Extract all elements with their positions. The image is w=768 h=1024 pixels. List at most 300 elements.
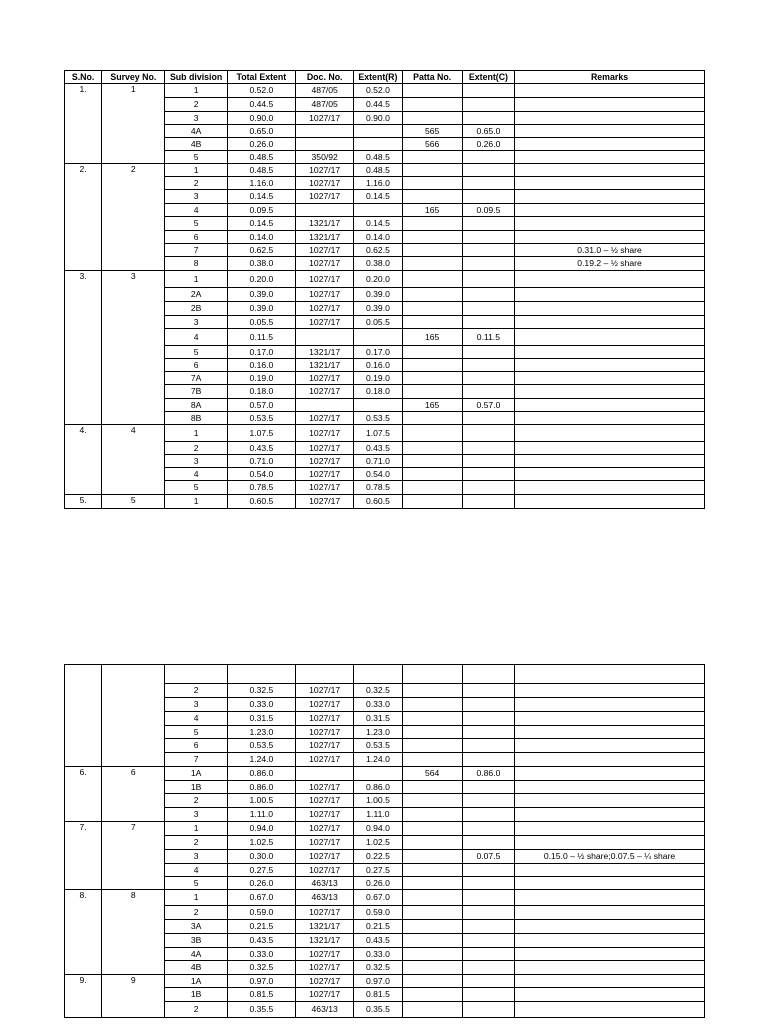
- cell-extent-c: [462, 412, 514, 425]
- cell-extent-r: 0.43.5: [354, 442, 402, 455]
- cell-sub-division: 4: [165, 204, 227, 217]
- cell-remarks: [515, 231, 705, 244]
- cell-sub-division: 2: [165, 684, 227, 698]
- cell-remarks: 0.19.2 – ½ share: [515, 257, 705, 271]
- cell-doc-no: 1027/17: [296, 481, 354, 495]
- cell-patta-no: [402, 684, 462, 698]
- cell-remarks: [515, 890, 705, 906]
- cell-extent-r: [354, 204, 402, 217]
- cell-extent-c: [462, 975, 514, 988]
- cell-total-extent: 1.16.0: [227, 177, 295, 190]
- cell-extent-c: [462, 781, 514, 794]
- cell-doc-no: 1027/17: [296, 794, 354, 808]
- cell-remarks: 0.31.0 – ½ share: [515, 244, 705, 257]
- cell-extent-r: 0.48.5: [354, 151, 402, 164]
- cell-extent-r: [354, 665, 402, 684]
- cell-extent-r: 0.81.5: [354, 988, 402, 1002]
- cell-sub-division: 1: [165, 425, 227, 442]
- cell-total-extent: 0.17.0: [227, 346, 295, 359]
- cell-total-extent: 0.43.5: [227, 442, 295, 455]
- cell-extent-c: [462, 442, 514, 455]
- cell-remarks: [515, 412, 705, 425]
- cell-remarks: [515, 739, 705, 753]
- cell-doc-no: 1027/17: [296, 864, 354, 877]
- cell-total-extent: 0.32.5: [227, 684, 295, 698]
- cell-doc-no: 1321/17: [296, 359, 354, 372]
- cell-extent-c: [462, 739, 514, 753]
- cell-sub-division: 6: [165, 739, 227, 753]
- cell-doc-no: [296, 138, 354, 151]
- cell-patta-no: [402, 442, 462, 455]
- cell-sub-division: 1B: [165, 781, 227, 794]
- cell-patta-no: [402, 808, 462, 822]
- cell-total-extent: 0.30.0: [227, 850, 295, 864]
- cell-patta-no: [402, 850, 462, 864]
- cell-doc-no: [296, 665, 354, 684]
- cell-extent-r: 1.23.0: [354, 726, 402, 739]
- cell-sub-division: 5: [165, 346, 227, 359]
- cell-patta-no: [402, 177, 462, 190]
- cell-doc-no: 463/13: [296, 877, 354, 890]
- cell-extent-r: 1.24.0: [354, 753, 402, 767]
- cell-extent-c: [462, 359, 514, 372]
- cell-patta-no: [402, 372, 462, 385]
- header-survey-no: Survey No.: [102, 71, 165, 84]
- cell-remarks: [515, 1002, 705, 1018]
- cell-extent-c: [462, 808, 514, 822]
- cell-sno: 1.: [65, 84, 102, 164]
- cell-patta-no: [402, 271, 462, 288]
- cell-total-extent: 0.60.5: [227, 495, 295, 509]
- cell-extent-c: [462, 217, 514, 231]
- cell-remarks: [515, 359, 705, 372]
- cell-remarks: [515, 864, 705, 877]
- cell-total-extent: 0.53.5: [227, 739, 295, 753]
- cell-extent-r: 0.33.0: [354, 698, 402, 712]
- cell-total-extent: 0.54.0: [227, 468, 295, 481]
- cell-extent-c: [462, 288, 514, 302]
- cell-patta-no: [402, 359, 462, 372]
- cell-doc-no: 1027/17: [296, 906, 354, 920]
- cell-remarks: [515, 455, 705, 468]
- cell-patta-no: 564: [402, 767, 462, 781]
- cell-patta-no: [402, 975, 462, 988]
- cell-extent-c: [462, 481, 514, 495]
- cell-total-extent: 0.21.5: [227, 920, 295, 934]
- cell-patta-no: [402, 934, 462, 948]
- cell-survey-no: 4: [102, 425, 165, 495]
- cell-total-extent: 1.11.0: [227, 808, 295, 822]
- table-header-row: [65, 71, 705, 84]
- cell-patta-no: [402, 864, 462, 877]
- cell-extent-c: 0.09.5: [462, 204, 514, 217]
- cell-sno: 4.: [65, 425, 102, 495]
- cell-sub-division: 3: [165, 190, 227, 204]
- cell-total-extent: 0.90.0: [227, 112, 295, 125]
- cell-sub-division: 4: [165, 712, 227, 726]
- cell-total-extent: 1.07.5: [227, 425, 295, 442]
- cell-total-extent: [227, 665, 295, 684]
- cell-sub-division: 2B: [165, 302, 227, 316]
- cell-sub-division: 3A: [165, 920, 227, 934]
- cell-remarks: [515, 822, 705, 836]
- cell-extent-c: [462, 271, 514, 288]
- cell-total-extent: 0.05.5: [227, 316, 295, 329]
- cell-sub-division: [165, 665, 227, 684]
- cell-sub-division: 5: [165, 726, 227, 739]
- cell-extent-r: 0.05.5: [354, 316, 402, 329]
- cell-doc-no: 1321/17: [296, 231, 354, 244]
- cell-remarks: 0.15.0 – ½ share;0.07.5 – ¼ share: [515, 850, 705, 864]
- cell-total-extent: 0.43.5: [227, 934, 295, 948]
- cell-sub-division: 5: [165, 481, 227, 495]
- cell-sno: [65, 665, 102, 767]
- cell-remarks: [515, 190, 705, 204]
- cell-sub-division: 2A: [165, 288, 227, 302]
- cell-remarks: [515, 975, 705, 988]
- cell-extent-r: 0.53.5: [354, 739, 402, 753]
- cell-doc-no: [296, 399, 354, 412]
- cell-patta-no: [402, 836, 462, 850]
- cell-patta-no: [402, 257, 462, 271]
- header-extent-c: Extent(C): [462, 71, 514, 84]
- cell-survey-no: 5: [102, 495, 165, 509]
- cell-remarks: [515, 934, 705, 948]
- cell-sno: 2.: [65, 164, 102, 271]
- cell-extent-r: 0.39.0: [354, 302, 402, 316]
- cell-patta-no: [402, 739, 462, 753]
- cell-sub-division: 8B: [165, 412, 227, 425]
- cell-extent-c: [462, 98, 514, 112]
- cell-extent-c: [462, 988, 514, 1002]
- cell-extent-r: 0.59.0: [354, 906, 402, 920]
- cell-patta-no: 566: [402, 138, 462, 151]
- cell-sub-division: 3: [165, 316, 227, 329]
- header-sub-division: Sub division: [165, 71, 227, 84]
- cell-total-extent: 0.26.0: [227, 138, 295, 151]
- table-row: [65, 495, 705, 509]
- cell-total-extent: 1.23.0: [227, 726, 295, 739]
- cell-total-extent: 0.48.5: [227, 164, 295, 177]
- cell-extent-r: 0.43.5: [354, 934, 402, 948]
- cell-doc-no: 1027/17: [296, 257, 354, 271]
- cell-extent-c: [462, 468, 514, 481]
- cell-doc-no: 1027/17: [296, 271, 354, 288]
- cell-patta-no: [402, 385, 462, 399]
- cell-extent-r: 1.00.5: [354, 794, 402, 808]
- cell-sno: 8.: [65, 890, 102, 975]
- cell-total-extent: 0.18.0: [227, 385, 295, 399]
- table-row: [65, 767, 705, 781]
- cell-extent-r: 0.27.5: [354, 864, 402, 877]
- cell-total-extent: 0.19.0: [227, 372, 295, 385]
- cell-remarks: [515, 346, 705, 359]
- cell-doc-no: 1321/17: [296, 217, 354, 231]
- cell-remarks: [515, 151, 705, 164]
- cell-extent-c: [462, 712, 514, 726]
- cell-sub-division: 5: [165, 217, 227, 231]
- cell-doc-no: 1027/17: [296, 988, 354, 1002]
- cell-patta-no: [402, 948, 462, 961]
- cell-sno: 7.: [65, 822, 102, 890]
- cell-sub-division: 4B: [165, 961, 227, 975]
- cell-patta-no: [402, 1002, 462, 1018]
- cell-extent-r: 0.14.5: [354, 217, 402, 231]
- cell-extent-r: 0.48.5: [354, 164, 402, 177]
- cell-extent-c: [462, 934, 514, 948]
- cell-sub-division: 1: [165, 495, 227, 509]
- cell-patta-no: [402, 781, 462, 794]
- cell-patta-no: [402, 316, 462, 329]
- cell-doc-no: 350/92: [296, 151, 354, 164]
- cell-extent-r: 0.35.5: [354, 1002, 402, 1018]
- table-row: [65, 890, 705, 906]
- cell-extent-r: 0.71.0: [354, 455, 402, 468]
- cell-extent-c: [462, 822, 514, 836]
- cell-extent-c: [462, 84, 514, 98]
- cell-remarks: [515, 164, 705, 177]
- cell-extent-r: 0.39.0: [354, 288, 402, 302]
- cell-extent-r: [354, 399, 402, 412]
- cell-sub-division: 5: [165, 877, 227, 890]
- cell-doc-no: 1027/17: [296, 808, 354, 822]
- cell-patta-no: [402, 495, 462, 509]
- cell-patta-no: 165: [402, 204, 462, 217]
- cell-sub-division: 7: [165, 244, 227, 257]
- table-row: [65, 425, 705, 442]
- cell-remarks: [515, 112, 705, 125]
- cell-extent-r: 0.90.0: [354, 112, 402, 125]
- cell-extent-c: [462, 836, 514, 850]
- cell-doc-no: 1027/17: [296, 455, 354, 468]
- cell-total-extent: 1.02.5: [227, 836, 295, 850]
- cell-doc-no: 1027/17: [296, 850, 354, 864]
- cell-doc-no: 1027/17: [296, 948, 354, 961]
- cell-total-extent: 0.65.0: [227, 125, 295, 138]
- cell-sub-division: 3: [165, 698, 227, 712]
- cell-doc-no: 1027/17: [296, 412, 354, 425]
- cell-patta-no: [402, 346, 462, 359]
- cell-doc-no: 1027/17: [296, 975, 354, 988]
- cell-sub-division: 7B: [165, 385, 227, 399]
- cell-extent-c: [462, 864, 514, 877]
- table-row: [65, 822, 705, 836]
- cell-sub-division: 2: [165, 177, 227, 190]
- cell-patta-no: 165: [402, 399, 462, 412]
- cell-doc-no: 1027/17: [296, 781, 354, 794]
- cell-extent-c: [462, 495, 514, 509]
- cell-sub-division: 4B: [165, 138, 227, 151]
- cell-remarks: [515, 808, 705, 822]
- cell-sub-division: 3B: [165, 934, 227, 948]
- cell-sub-division: 4A: [165, 948, 227, 961]
- cell-extent-r: 0.97.0: [354, 975, 402, 988]
- cell-total-extent: 0.86.0: [227, 767, 295, 781]
- cell-survey-no: 7: [102, 822, 165, 890]
- cell-sub-division: 7A: [165, 372, 227, 385]
- cell-extent-c: [462, 316, 514, 329]
- cell-sub-division: 2: [165, 98, 227, 112]
- cell-extent-c: 0.86.0: [462, 767, 514, 781]
- cell-remarks: [515, 948, 705, 961]
- cell-sno: 5.: [65, 495, 102, 509]
- cell-sub-division: 1: [165, 822, 227, 836]
- cell-remarks: [515, 217, 705, 231]
- cell-doc-no: 487/05: [296, 84, 354, 98]
- cell-extent-c: 0.07.5: [462, 850, 514, 864]
- cell-total-extent: 0.57.0: [227, 399, 295, 412]
- cell-extent-r: [354, 125, 402, 138]
- cell-sub-division: 2: [165, 836, 227, 850]
- cell-extent-r: 0.53.5: [354, 412, 402, 425]
- cell-remarks: [515, 302, 705, 316]
- cell-patta-no: [402, 794, 462, 808]
- cell-doc-no: 1027/17: [296, 316, 354, 329]
- cell-extent-c: [462, 726, 514, 739]
- cell-doc-no: 487/05: [296, 98, 354, 112]
- cell-extent-c: [462, 177, 514, 190]
- cell-remarks: [515, 288, 705, 302]
- table-row: [65, 271, 705, 288]
- cell-sub-division: 2: [165, 1002, 227, 1018]
- cell-total-extent: 0.26.0: [227, 877, 295, 890]
- cell-patta-no: [402, 84, 462, 98]
- cell-remarks: [515, 753, 705, 767]
- cell-patta-no: [402, 712, 462, 726]
- cell-total-extent: 0.39.0: [227, 288, 295, 302]
- cell-extent-r: 0.52.0: [354, 84, 402, 98]
- cell-sub-division: 1: [165, 164, 227, 177]
- cell-extent-c: [462, 257, 514, 271]
- cell-remarks: [515, 84, 705, 98]
- cell-sub-division: 4: [165, 468, 227, 481]
- cell-extent-r: 0.32.5: [354, 684, 402, 698]
- cell-doc-no: [296, 329, 354, 346]
- cell-extent-r: 0.14.5: [354, 190, 402, 204]
- cell-sub-division: 1: [165, 84, 227, 98]
- cell-survey-no: 9: [102, 975, 165, 1018]
- cell-extent-r: 0.67.0: [354, 890, 402, 906]
- cell-survey-no: [102, 665, 165, 767]
- cell-doc-no: 1027/17: [296, 684, 354, 698]
- cell-remarks: [515, 481, 705, 495]
- cell-patta-no: [402, 481, 462, 495]
- cell-total-extent: 0.86.0: [227, 781, 295, 794]
- cell-remarks: [515, 425, 705, 442]
- cell-doc-no: 1027/17: [296, 442, 354, 455]
- cell-remarks: [515, 726, 705, 739]
- cell-extent-r: 1.11.0: [354, 808, 402, 822]
- cell-extent-c: [462, 890, 514, 906]
- cell-extent-r: [354, 767, 402, 781]
- cell-remarks: [515, 98, 705, 112]
- cell-extent-c: [462, 684, 514, 698]
- cell-patta-no: [402, 753, 462, 767]
- cell-remarks: [515, 204, 705, 217]
- cell-remarks: [515, 698, 705, 712]
- cell-doc-no: [296, 767, 354, 781]
- cell-total-extent: 0.62.5: [227, 244, 295, 257]
- cell-extent-c: [462, 112, 514, 125]
- land-record-table-1: [64, 70, 705, 509]
- cell-doc-no: 1321/17: [296, 346, 354, 359]
- cell-doc-no: 1321/17: [296, 920, 354, 934]
- cell-doc-no: 1027/17: [296, 739, 354, 753]
- header-remarks: Remarks: [515, 71, 705, 84]
- cell-doc-no: 1027/17: [296, 372, 354, 385]
- cell-patta-no: [402, 164, 462, 177]
- cell-doc-no: 1027/17: [296, 385, 354, 399]
- cell-remarks: [515, 125, 705, 138]
- cell-remarks: [515, 961, 705, 975]
- cell-extent-c: [462, 455, 514, 468]
- cell-extent-c: [462, 372, 514, 385]
- cell-extent-r: 0.26.0: [354, 877, 402, 890]
- cell-patta-no: [402, 665, 462, 684]
- cell-sno: 6.: [65, 767, 102, 822]
- cell-extent-r: 0.14.0: [354, 231, 402, 244]
- cell-sub-division: 3: [165, 808, 227, 822]
- cell-doc-no: 1321/17: [296, 934, 354, 948]
- cell-extent-c: 0.57.0: [462, 399, 514, 412]
- cell-total-extent: 0.35.5: [227, 1002, 295, 1018]
- cell-sub-division: 4: [165, 329, 227, 346]
- cell-remarks: [515, 794, 705, 808]
- cell-patta-no: [402, 988, 462, 1002]
- cell-patta-no: [402, 920, 462, 934]
- cell-extent-r: 0.31.5: [354, 712, 402, 726]
- cell-extent-c: [462, 164, 514, 177]
- cell-doc-no: 1027/17: [296, 288, 354, 302]
- cell-total-extent: 0.14.5: [227, 217, 295, 231]
- cell-sub-division: 8: [165, 257, 227, 271]
- cell-sub-division: 6: [165, 231, 227, 244]
- cell-total-extent: 0.71.0: [227, 455, 295, 468]
- cell-patta-no: [402, 217, 462, 231]
- cell-total-extent: 0.14.5: [227, 190, 295, 204]
- header-doc-no: Doc. No.: [296, 71, 354, 84]
- cell-patta-no: [402, 98, 462, 112]
- land-record-table-2: [64, 664, 705, 1018]
- cell-remarks: [515, 877, 705, 890]
- cell-remarks: [515, 781, 705, 794]
- cell-sub-division: 2: [165, 906, 227, 920]
- cell-sno: 3.: [65, 271, 102, 425]
- cell-sub-division: 6: [165, 359, 227, 372]
- cell-extent-c: [462, 906, 514, 920]
- cell-extent-c: [462, 302, 514, 316]
- cell-remarks: [515, 684, 705, 698]
- cell-doc-no: 1027/17: [296, 164, 354, 177]
- cell-sub-division: 3: [165, 455, 227, 468]
- cell-remarks: [515, 920, 705, 934]
- cell-patta-no: [402, 726, 462, 739]
- cell-doc-no: 1027/17: [296, 712, 354, 726]
- cell-patta-no: [402, 151, 462, 164]
- cell-patta-no: [402, 412, 462, 425]
- cell-sub-division: 2: [165, 442, 227, 455]
- cell-extent-r: [354, 138, 402, 151]
- cell-total-extent: 0.33.0: [227, 698, 295, 712]
- cell-doc-no: 1027/17: [296, 425, 354, 442]
- cell-extent-r: 0.32.5: [354, 961, 402, 975]
- cell-extent-c: [462, 346, 514, 359]
- cell-doc-no: [296, 204, 354, 217]
- cell-doc-no: 1027/17: [296, 112, 354, 125]
- cell-remarks: [515, 712, 705, 726]
- cell-sub-division: 1: [165, 890, 227, 906]
- cell-sub-division: 8A: [165, 399, 227, 412]
